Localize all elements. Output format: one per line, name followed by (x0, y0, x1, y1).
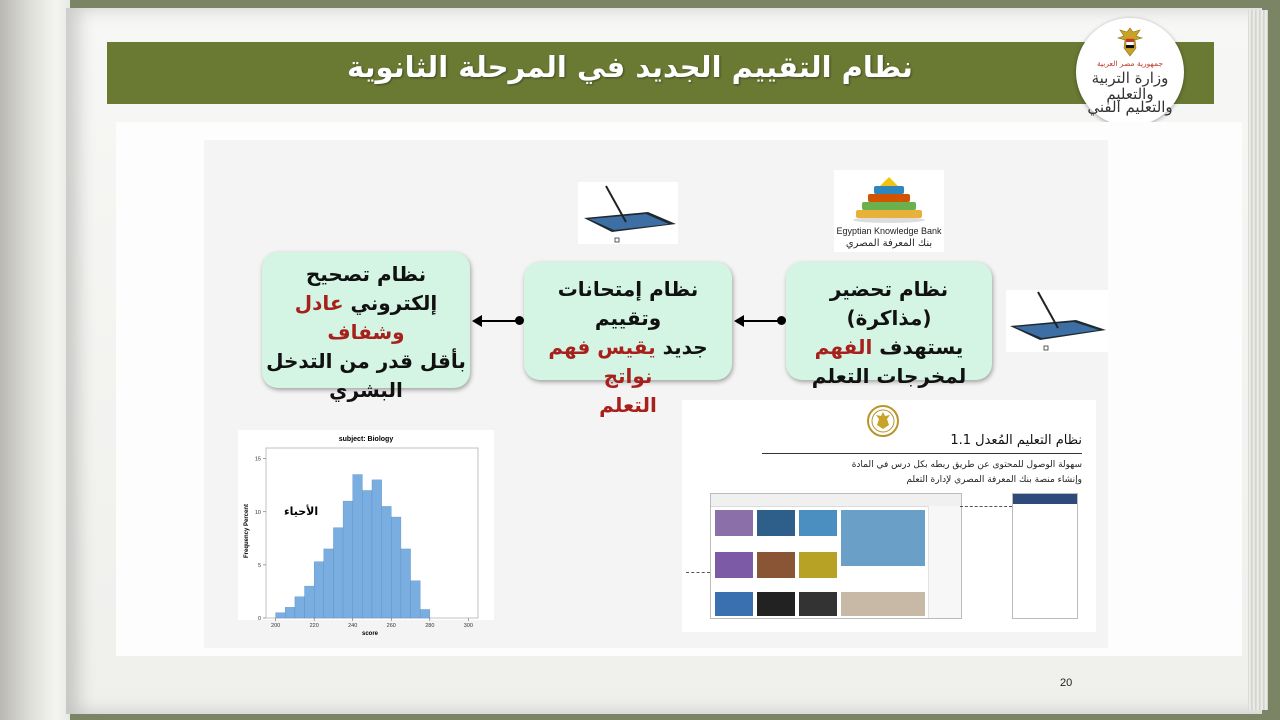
histogram-bar (324, 549, 334, 618)
mock-thumb (715, 552, 753, 578)
ministry-seal-icon (866, 404, 900, 438)
box2-line3: التعلم (599, 393, 657, 417)
screenshot-desc-line1: سهولة الوصول للمحتوى عن طريق ربطه بكل درس في المادة (851, 460, 1082, 470)
mock-thumb (757, 552, 795, 578)
histogram-bar (362, 491, 372, 619)
ekb-logo (834, 170, 944, 252)
mock-thumb (757, 510, 795, 536)
platform-screenshot-card (682, 400, 1096, 632)
arrow2-head (472, 315, 482, 327)
histogram-bar (285, 607, 295, 618)
box2-line2 (524, 333, 732, 391)
arrow1-head (734, 315, 744, 327)
histogram-bar (314, 562, 324, 618)
box3-line4: البشري (329, 378, 403, 402)
ekb-name-ar: بنك المعرفة المصري (845, 238, 933, 249)
box2-line2-highlight: يقيس فهم نواتج (548, 335, 656, 388)
screenshot-title-underline (762, 453, 1082, 454)
histogram-ylabel: Frequency Percent (244, 503, 251, 559)
x-tick-label: 240 (348, 623, 358, 629)
histogram-bar (372, 480, 382, 618)
histogram-bar (391, 517, 401, 618)
box1-line2 (786, 333, 992, 362)
mock-thumb (715, 592, 753, 616)
box2-line2-text: جديد (655, 335, 708, 359)
mock-thumb (799, 510, 837, 536)
logo-country-text: جمهورية مصر العربية (1097, 59, 1163, 68)
mock-toolbar (711, 494, 961, 507)
histogram-bar (353, 475, 363, 618)
box3-line2-highlight: عادل وشفاف (294, 291, 405, 344)
histogram-xlabel: score (362, 631, 379, 637)
screenshot-desc-line2: وإنشاء منصة بنك المعرفة المصري لإدارة التعلم (906, 475, 1082, 485)
books-pyramid-icon (842, 174, 936, 224)
x-tick-label: 300 (463, 623, 473, 629)
book-binding-left (0, 0, 70, 720)
screenshot-description (722, 458, 1082, 488)
histogram-title: subject: Biology (338, 436, 394, 443)
histogram-bar (295, 597, 305, 618)
tablet-image-right (1006, 290, 1108, 352)
slide-title: نظام التقييم الجديد في المرحلة الثانوية (347, 50, 913, 84)
mock-panel-header (1013, 494, 1077, 504)
ekb-name-en: Egyptian Knowledge Bank (836, 226, 942, 236)
box3-line2 (262, 289, 470, 347)
histogram-bar (333, 528, 343, 618)
mock-thumb (757, 592, 795, 616)
mock-thumb (799, 592, 837, 616)
histogram-bar (420, 610, 430, 619)
histogram-bar (343, 501, 353, 618)
histogram-bar (276, 613, 286, 618)
platform-side-panel-mock (1012, 493, 1078, 619)
ministry-logo (1076, 18, 1184, 126)
logo-ministry-text: وزارة التربية والتعليم (1091, 69, 1169, 103)
biology-histogram (238, 430, 494, 629)
flow-box-preparation (786, 262, 992, 388)
x-tick-label: 200 (271, 623, 281, 629)
tablet-icon (1006, 290, 1108, 352)
histogram-bar (411, 581, 421, 618)
box3-line1: نظام تصحيح (305, 262, 427, 286)
flow-box-exams (524, 262, 732, 417)
histogram-bar (401, 549, 411, 618)
eagle-emblem-icon (1116, 26, 1144, 58)
box1-line2-highlight: الفهم (814, 335, 873, 359)
histogram-subject-label: الأحياء (284, 505, 319, 518)
x-tick-label: 220 (309, 623, 319, 629)
histogram-bar (305, 586, 315, 618)
dashed-connector (960, 506, 1012, 507)
mock-sidebar (928, 506, 961, 618)
box3-line3: بأقل قدر من التدخل (266, 349, 466, 373)
box1-line2-text: يستهدف (872, 335, 964, 359)
tablet-image-top (578, 182, 678, 244)
tablet-icon (578, 182, 678, 244)
flow-box-grading (262, 252, 470, 402)
page-number: 20 (1060, 677, 1073, 689)
platform-browser-mock (710, 493, 962, 619)
dashed-connector (686, 572, 710, 573)
box1-line1: نظام تحضير (مذاكرة) (829, 277, 949, 330)
book-page-edges (1248, 10, 1268, 710)
mock-thumb (841, 592, 925, 616)
x-tick-label: 260 (386, 623, 396, 629)
box3-line2-text: إلكتروني (343, 291, 438, 315)
box2-line1: نظام إمتحانات وتقييم (557, 277, 699, 330)
histogram-bar (382, 506, 392, 618)
arrow1-line (742, 320, 780, 322)
x-tick-label: 280 (425, 623, 435, 629)
y-tick-label: 10 (254, 509, 261, 516)
mock-feature-image (841, 510, 925, 566)
mock-thumb (799, 552, 837, 578)
arrow2-line (480, 320, 518, 322)
histogram-plot (238, 430, 494, 630)
y-tick-label: 15 (254, 456, 261, 463)
y-tick-label: 0 (257, 616, 261, 622)
logo-technical-text: والتعليم الفني (1087, 98, 1173, 116)
screenshot-title: نظام التعليم المُعدل 1.1 (950, 433, 1082, 448)
box1-line3: لمخرجات التعلم (811, 364, 967, 388)
mock-thumb (715, 510, 753, 536)
y-tick-label: 5 (257, 562, 261, 569)
